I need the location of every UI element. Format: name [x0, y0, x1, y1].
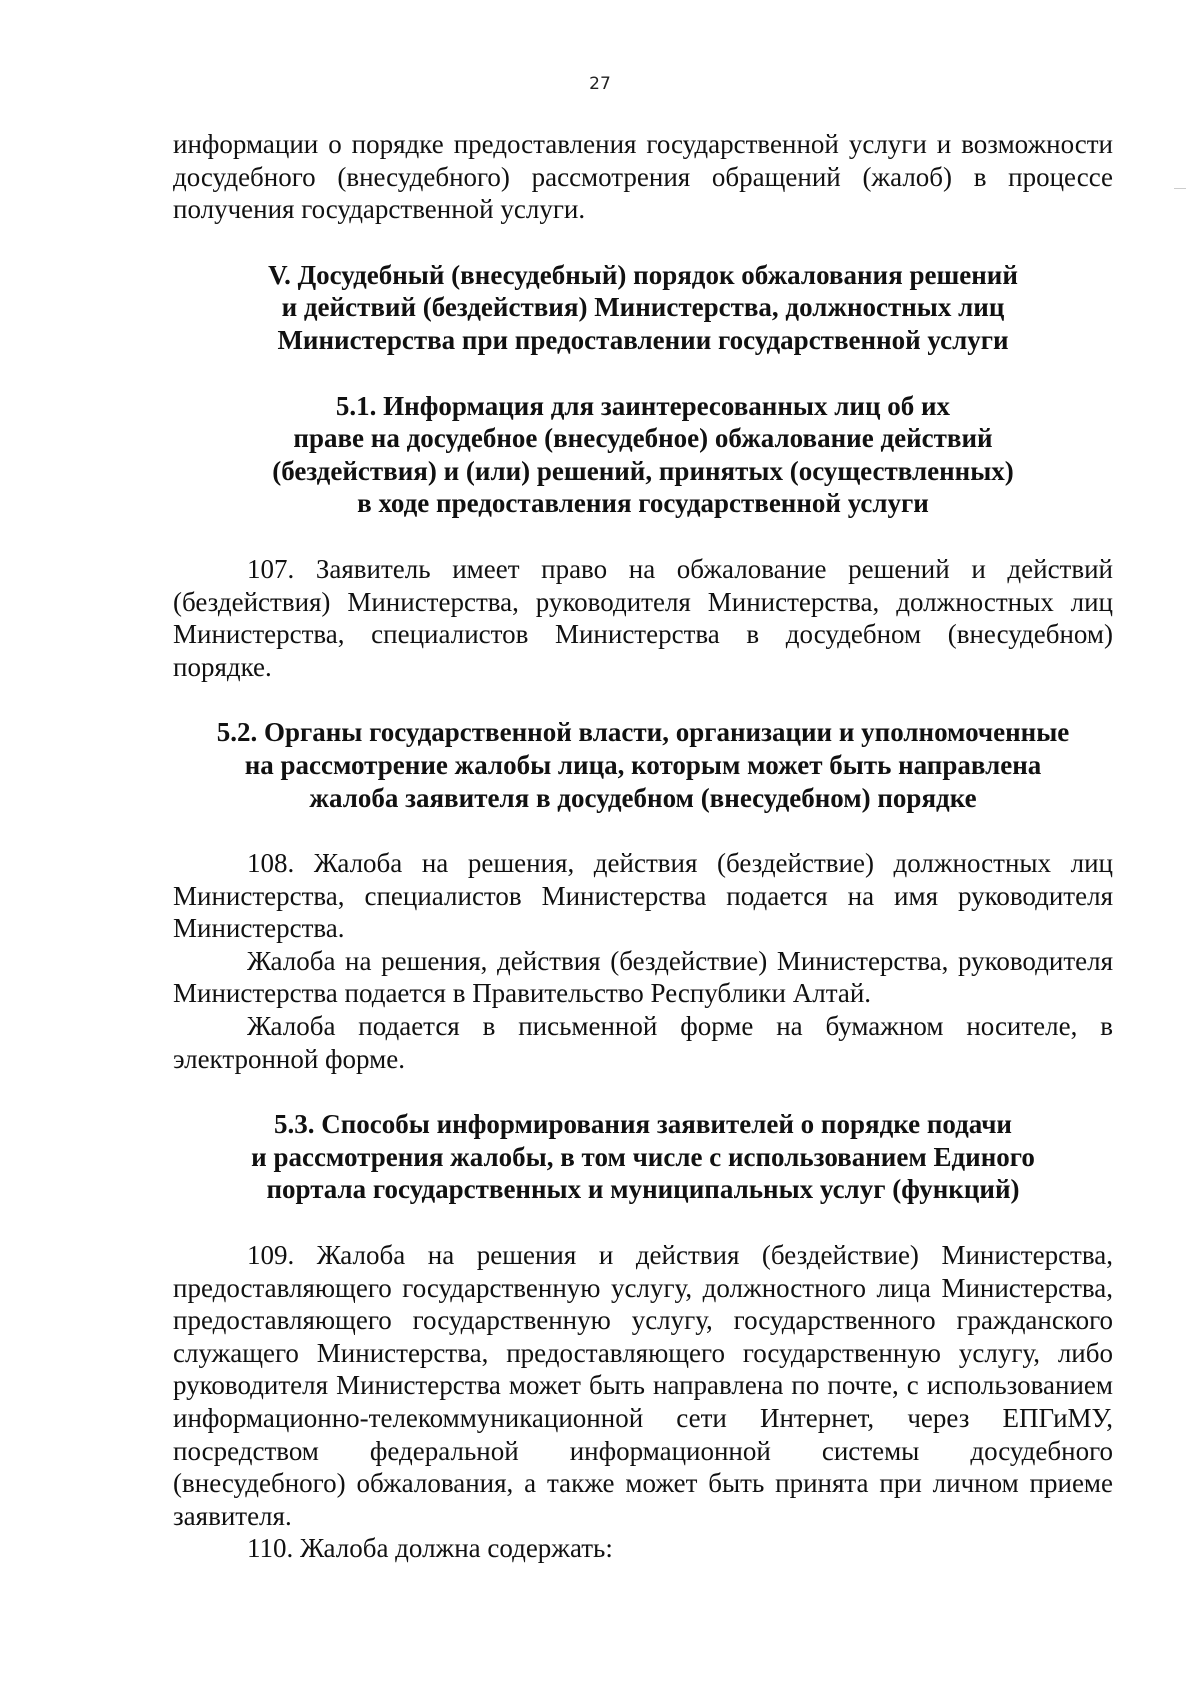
section-5-1-heading [173, 390, 1113, 520]
spacer [173, 520, 1113, 553]
spacer [173, 226, 1113, 259]
paragraph-107: 107. Заявитель имеет право на обжалование решений и действий (бездействия) Министерства, руководителя Министерства, должностных лиц Министерства, специалистов Министерства в досудебном (внесудебном) порядке. [173, 553, 1113, 682]
heading-line: V. Досудебный (внесудебный) порядок обжалования решений [268, 259, 1018, 290]
spacer [173, 683, 1113, 716]
spacer [173, 357, 1113, 390]
paragraph-109: 109. Жалоба на решения и действия (бездействие) Министерства, предоставляющего государственную услугу, должностного лица Министерства, предоставляющего государственную услугу, государственного гражданского служащего Министерства, предоставляющего государственную услугу, либо руководителя Министерства может быть направлена по почте, с использованием информационно-телекоммуникационной сети Интернет, через ЕПГиМУ, посредством федеральной информационной системы досудебного (внесудебного) обжалования, а также может быть принята при личном приеме заявителя. [173, 1240, 1113, 1531]
heading-line: жалоба заявителя в досудебном (внесудебном) порядке [309, 782, 977, 813]
paragraph-108: 108. Жалоба на решения, действия (бездействие) должностных лиц Министерства, специалистов Министерства подается на имя руководителя Министерства. [173, 848, 1113, 944]
paragraph-108-complaint-form: Жалоба подается в письменной форме на бумажном носителе, в электронной форме. [173, 1011, 1113, 1074]
heading-line: 5.2. Органы государственной власти, организации и уполномоченные [216, 717, 1070, 748]
heading-line: Министерства при предоставлении государственной услуги [277, 324, 1009, 355]
scan-artifact [1174, 188, 1186, 189]
heading-line: 5.3. Способы информирования заявителей о порядке подачи [274, 1109, 1012, 1140]
heading-line: 5.1. Информация для заинтересованных лиц об их [335, 390, 951, 421]
section-5-2-heading [173, 716, 1113, 814]
spacer [173, 1206, 1113, 1239]
heading-line: в ходе предоставления государственной услуги [357, 488, 929, 519]
spacer [173, 1075, 1113, 1108]
heading-line: и действий (бездействия) Министерства, должностных лиц [281, 292, 1005, 323]
page-number: 27 [589, 74, 611, 94]
section-v-heading [173, 259, 1113, 357]
document-body [173, 128, 1113, 1565]
intro-paragraph: информации о порядке предоставления государственной услуги и возможности досудебного (внесудебного) рассмотрения обращений (жалоб) в процессе получения государственной услуги. [173, 129, 1113, 225]
paragraph-110: 110. Жалоба должна содержать: [247, 1533, 613, 1564]
heading-line: на рассмотрение жалобы лица, которым может быть направлена [244, 749, 1042, 780]
heading-line: и рассмотрения жалобы, в том числе с использованием Единого [251, 1141, 1035, 1172]
heading-line: праве на досудебное (внесудебное) обжалование действий [293, 423, 993, 454]
heading-line: портала государственных и муниципальных услуг (функций) [266, 1174, 1020, 1205]
section-5-3-heading [173, 1108, 1113, 1206]
paragraph-108-complaint-government: Жалоба на решения, действия (бездействие) Министерства, руководителя Министерства подается в Правительство Республики Алтай. [173, 945, 1113, 1009]
spacer [173, 814, 1113, 847]
heading-line: (бездействия) и (или) решений, принятых (осуществленных) [272, 455, 1014, 486]
